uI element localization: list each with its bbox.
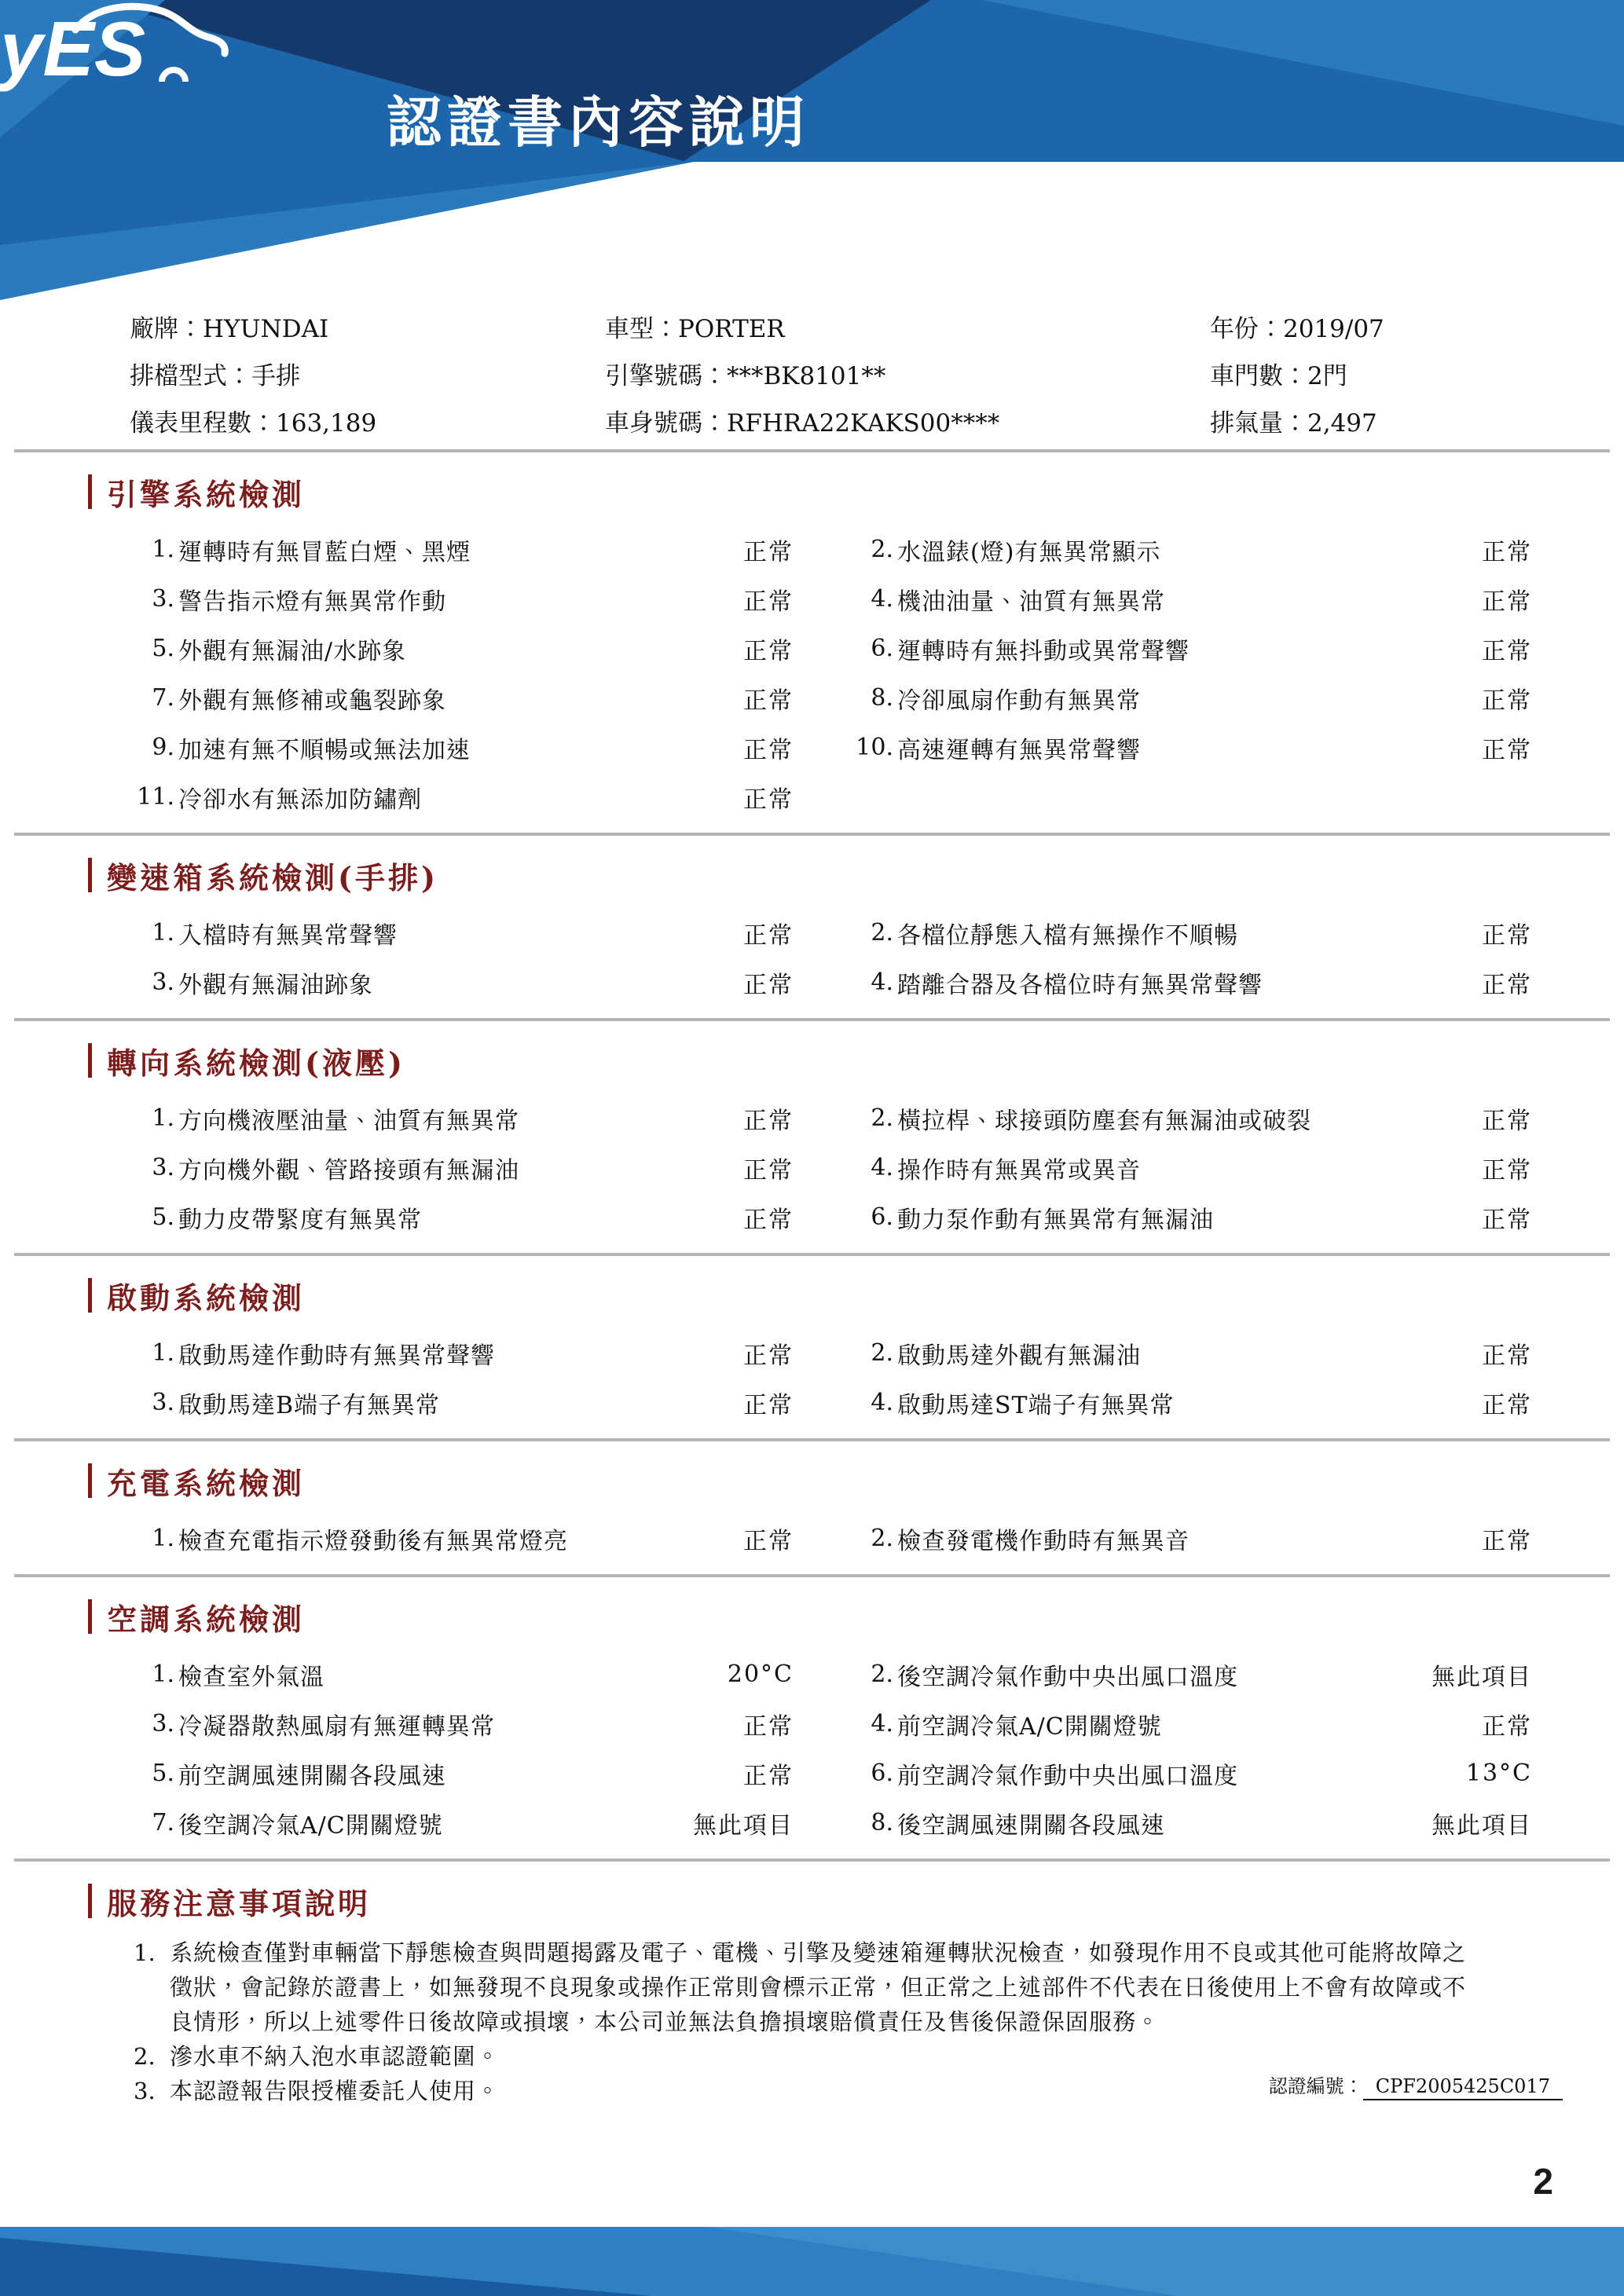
item-result: 正常	[743, 921, 794, 950]
section-title: 充電系統檢測	[107, 1465, 306, 1501]
item-label: 冷卻風扇作動有無異常	[897, 687, 1141, 715]
inspection-item	[852, 525, 1532, 574]
section-header	[88, 1042, 1624, 1079]
vehicle-field-colon: ：	[251, 409, 276, 438]
item-number: 3.	[152, 1710, 174, 1738]
item-label: 外觀有無修補或龜裂跡象	[178, 687, 446, 715]
inspection-item	[852, 908, 1532, 958]
section-divider	[14, 449, 1610, 452]
inspection-item	[134, 1192, 852, 1242]
item-label: 啟動馬達B端子有無異常	[178, 1391, 441, 1419]
item-label: 檢查室外氣溫	[178, 1663, 324, 1691]
vehicle-field-label: 車型	[605, 315, 654, 343]
item-label: 水溫錶(燈)有無異常顯示	[897, 538, 1161, 566]
item-label: 啟動馬達外觀有無漏油	[897, 1342, 1141, 1370]
item-label: 踏離合器及各檔位時有無異常聲響	[897, 971, 1263, 999]
section-divider	[14, 1574, 1610, 1577]
vehicle-info-field	[130, 314, 605, 344]
item-label: 啟動馬達作動時有無異常聲響	[178, 1342, 495, 1370]
item-number: 3.	[152, 1389, 174, 1416]
item-number: 5.	[152, 635, 174, 662]
inspection-item	[852, 673, 1532, 723]
item-number: 3.	[152, 969, 174, 996]
inspection-item	[134, 1378, 852, 1427]
section-title-bar	[88, 858, 92, 892]
vehicle-field-value: 2門	[1307, 362, 1347, 390]
notes-title: 服務注意事項說明	[107, 1885, 372, 1921]
item-label: 橫拉桿、球接頭防塵套有無漏油或破裂	[897, 1107, 1311, 1135]
inspection-item	[852, 1378, 1532, 1427]
item-label: 檢查發電機作動時有無異音	[897, 1527, 1190, 1555]
footer-banner-shapes	[0, 2227, 1624, 2296]
item-number: 5.	[152, 1203, 174, 1231]
inspection-item	[852, 574, 1532, 624]
inspection-item	[852, 1192, 1532, 1242]
item-number: 3.	[152, 585, 174, 613]
item-label: 方向機液壓油量、油質有無異常	[178, 1107, 519, 1135]
vehicle-field-value: ***BK8101**	[727, 362, 886, 390]
item-label: 前空調冷氣A/C開關燈號	[897, 1712, 1162, 1741]
inspection-items	[134, 1093, 1532, 1242]
page-number: 2	[1533, 2161, 1553, 2202]
vehicle-field-value: 2019/07	[1283, 315, 1384, 343]
vehicle-info-field	[130, 361, 605, 391]
inspection-items	[134, 1650, 1532, 1847]
item-result: 20°C	[727, 1661, 794, 1688]
inspection-item	[134, 673, 852, 723]
item-label: 冷卻水有無添加防鏽劑	[178, 785, 422, 814]
item-label: 後空調風速開關各段風速	[897, 1811, 1165, 1840]
item-result: 正常	[743, 637, 794, 665]
item-number: 1.	[152, 1525, 174, 1552]
section-title-bar	[88, 1884, 92, 1918]
vehicle-info-field	[605, 408, 1210, 438]
item-label: 運轉時有無冒藍白煙、黑煙	[178, 538, 471, 566]
inspection-items	[134, 1514, 1532, 1563]
vehicle-field-value: PORTER	[678, 315, 785, 343]
item-number: 2.	[871, 1339, 893, 1367]
item-number: 9.	[152, 734, 174, 761]
item-number: 2.	[871, 1661, 893, 1688]
inspection-item	[852, 1514, 1532, 1563]
certificate-number-row	[1269, 2071, 1563, 2098]
vehicle-info-field	[1210, 361, 1545, 391]
vehicle-field-value: 163,189	[276, 409, 377, 438]
item-result: 正常	[743, 1762, 794, 1790]
vehicle-info-grid	[130, 314, 1545, 438]
section-header	[88, 473, 1624, 511]
inspection-item	[852, 1093, 1532, 1143]
item-result: 無此項目	[693, 1811, 794, 1840]
inspection-section	[0, 1042, 1624, 1256]
inspection-items	[134, 908, 1532, 1007]
section-divider	[14, 1253, 1610, 1256]
item-label: 後空調冷氣A/C開關燈號	[178, 1811, 443, 1840]
inspection-section	[0, 1462, 1624, 1577]
inspection-item	[134, 1699, 852, 1749]
item-result: 正常	[1482, 921, 1532, 950]
vehicle-field-label: 引擎號碼	[605, 362, 702, 390]
section-title-bar	[88, 474, 92, 509]
item-number: 6.	[871, 1203, 893, 1231]
item-result: 正常	[1482, 971, 1532, 999]
item-label: 機油油量、油質有無異常	[897, 588, 1165, 616]
yes-logo-text: yES	[0, 5, 146, 92]
item-result: 13°C	[1465, 1760, 1532, 1787]
item-number: 5.	[152, 1760, 174, 1787]
section-title-bar	[88, 1278, 92, 1313]
item-label: 外觀有無漏油/水跡象	[178, 637, 407, 665]
vehicle-field-label: 排氣量	[1210, 409, 1283, 438]
item-result: 正常	[743, 1206, 794, 1234]
vehicle-field-colon: ：	[178, 315, 203, 343]
vehicle-field-colon: ：	[227, 362, 251, 390]
inspection-item	[134, 525, 852, 574]
inspection-item	[852, 1328, 1532, 1378]
inspection-item	[134, 1798, 852, 1847]
section-header	[88, 856, 1624, 894]
item-result: 正常	[1482, 1107, 1532, 1135]
item-result: 無此項目	[1432, 1663, 1532, 1691]
item-label: 前空調風速開關各段風速	[178, 1762, 446, 1790]
item-result: 正常	[1482, 736, 1532, 764]
item-result: 正常	[743, 1391, 794, 1419]
item-number: 1.	[152, 1661, 174, 1688]
item-number: 2.	[871, 1525, 893, 1552]
item-label: 冷凝器散熱風扇有無運轉異常	[178, 1712, 495, 1741]
section-title: 引擎系統檢測	[107, 476, 306, 512]
section-divider	[14, 1438, 1610, 1441]
item-result: 正常	[743, 588, 794, 616]
item-result: 無此項目	[1432, 1811, 1532, 1840]
item-label: 各檔位靜態入檔有無操作不順暢	[897, 921, 1238, 950]
item-result: 正常	[1482, 538, 1532, 566]
section-title-bar	[88, 1043, 92, 1078]
section-title: 轉向系統檢測(液壓)	[107, 1045, 405, 1081]
item-result: 正常	[743, 1712, 794, 1741]
yes-logo	[0, 0, 245, 93]
item-result: 正常	[743, 538, 794, 566]
inspection-section	[0, 1598, 1624, 1862]
vehicle-field-colon: ：	[702, 362, 727, 390]
item-result: 正常	[1482, 1342, 1532, 1370]
header-banner	[0, 0, 1624, 306]
item-number: 1.	[152, 919, 174, 947]
item-number: 7.	[152, 1809, 174, 1836]
item-label: 警告指示燈有無異常作動	[178, 588, 446, 616]
item-label: 高速運轉有無異常聲響	[897, 736, 1141, 764]
item-result: 正常	[1482, 637, 1532, 665]
vehicle-field-value: RFHRA22KAKS00****	[727, 409, 1000, 438]
inspection-item	[852, 1749, 1532, 1798]
vehicle-info-field	[130, 408, 605, 438]
vehicle-field-value: 手排	[251, 362, 300, 390]
vehicle-info-field	[605, 361, 1210, 391]
vehicle-field-colon: ：	[1283, 409, 1307, 438]
item-result: 正常	[1482, 1527, 1532, 1555]
section-header	[88, 1598, 1624, 1635]
inspection-item	[852, 958, 1532, 1007]
item-result: 正常	[743, 687, 794, 715]
item-result: 正常	[743, 1342, 794, 1370]
item-result: 正常	[743, 736, 794, 764]
item-result: 正常	[743, 1156, 794, 1185]
inspection-section	[0, 473, 1624, 836]
inspection-items	[134, 1328, 1532, 1427]
vehicle-field-colon: ：	[654, 315, 678, 343]
item-label: 前空調冷氣作動中央出風口溫度	[897, 1762, 1238, 1790]
item-number: 2.	[871, 1104, 893, 1132]
item-number: 11.	[137, 783, 174, 811]
vehicle-info-field	[605, 314, 1210, 344]
section-divider	[14, 1018, 1610, 1021]
item-number: 10.	[856, 734, 893, 761]
inspection-item	[134, 1749, 852, 1798]
section-title: 啟動系統檢測	[107, 1280, 306, 1316]
note-text: 系統檢查僅對車輛當下靜態檢查與問題揭露及電子、電機、引擎及變速箱運轉狀況檢查，如發現作用不良或其他可能將故障之徵狀，會記錄於證書上，如無發現不良現象或操作正常則會標示正常，但正常之上述部件不代表在日後使用上不會有故障或不良情形，所以上述零件日後故障或損壞，本公司並無法負擔損壞賠償責任及售後保證保固服務。	[170, 1939, 1467, 2035]
item-number: 1.	[152, 1339, 174, 1367]
inspection-item	[134, 574, 852, 624]
item-result: 正常	[743, 1527, 794, 1555]
note-number: 3.	[134, 2078, 156, 2104]
vehicle-info-field	[1210, 314, 1545, 344]
section-divider	[14, 1858, 1610, 1862]
vehicle-field-label: 廠牌	[130, 315, 178, 343]
item-result: 正常	[743, 971, 794, 999]
certificate-number-label: 認證編號：	[1268, 2075, 1363, 2097]
item-result: 正常	[1482, 1712, 1532, 1741]
service-note	[134, 2039, 1545, 2074]
item-number: 8.	[871, 684, 893, 712]
vehicle-info-field	[1210, 408, 1545, 438]
section-header	[88, 1276, 1624, 1314]
item-number: 1.	[152, 1104, 174, 1132]
inspection-item	[134, 1514, 852, 1563]
inspection-item	[134, 1093, 852, 1143]
note-text: 滲水車不納入泡水車認證範圍。	[170, 2043, 500, 2070]
item-label: 後空調冷氣作動中央出風口溫度	[897, 1663, 1238, 1691]
vehicle-field-label: 儀表里程數	[130, 409, 251, 438]
car-wheel-icon	[162, 70, 185, 82]
item-result: 正常	[743, 785, 794, 814]
item-result: 正常	[1482, 588, 1532, 616]
inspection-item	[134, 723, 852, 772]
footer-banner	[0, 2227, 1624, 2296]
item-label: 方向機外觀、管路接頭有無漏油	[178, 1156, 519, 1185]
item-result: 正常	[743, 1107, 794, 1135]
service-note	[134, 1935, 1545, 2039]
inspection-item	[134, 772, 852, 822]
item-number: 8.	[871, 1809, 893, 1836]
inspection-item	[852, 1798, 1532, 1847]
item-result: 正常	[1482, 1391, 1532, 1419]
notes-header	[88, 1882, 1624, 1920]
item-number: 4.	[871, 1154, 893, 1181]
vehicle-field-colon: ：	[1259, 315, 1283, 343]
vehicle-field-label: 排檔型式	[130, 362, 227, 390]
item-number: 3.	[152, 1154, 174, 1181]
inspection-sections	[0, 473, 1624, 1862]
inspection-item	[134, 908, 852, 958]
inspection-item	[852, 1143, 1532, 1192]
inspection-item	[852, 1650, 1532, 1699]
section-title: 變速箱系統檢測(手排)	[107, 859, 438, 895]
item-label: 動力皮帶緊度有無異常	[178, 1206, 422, 1234]
inspection-item	[852, 624, 1532, 673]
section-title-bar	[88, 1463, 92, 1498]
vehicle-field-label: 年份	[1210, 315, 1259, 343]
item-label: 動力泵作動有無異常有無漏油	[897, 1206, 1214, 1234]
inspection-items	[134, 525, 1532, 822]
item-number: 7.	[152, 684, 174, 712]
vehicle-field-colon: ：	[1283, 362, 1307, 390]
item-result: 正常	[1482, 687, 1532, 715]
item-number: 2.	[871, 536, 893, 563]
note-number: 1.	[134, 1939, 156, 1966]
item-label: 入檔時有無異常聲響	[178, 921, 398, 950]
item-label: 檢查充電指示燈發動後有無異常燈亮	[178, 1527, 568, 1555]
certificate-number: CPF2005425C017	[1363, 2075, 1563, 2100]
page-title: 認證書內容說明	[387, 92, 810, 153]
inspection-item	[134, 1328, 852, 1378]
item-number: 1.	[152, 536, 174, 563]
vehicle-field-value: 2,497	[1307, 409, 1377, 438]
item-label: 外觀有無漏油跡象	[178, 971, 373, 999]
section-title-bar	[88, 1599, 92, 1634]
item-label: 操作時有無異常或異音	[897, 1156, 1141, 1185]
item-number: 4.	[871, 1710, 893, 1738]
vehicle-field-value: HYUNDAI	[203, 315, 329, 343]
item-number: 4.	[871, 969, 893, 996]
vehicle-field-label: 車身號碼	[605, 409, 702, 438]
item-number: 2.	[871, 919, 893, 947]
inspection-section	[0, 856, 1624, 1021]
section-header	[88, 1462, 1624, 1500]
item-number: 4.	[871, 585, 893, 613]
inspection-item	[134, 1650, 852, 1699]
section-title: 空調系統檢測	[107, 1601, 306, 1637]
item-result: 正常	[1482, 1206, 1532, 1234]
inspection-item	[134, 624, 852, 673]
item-number: 6.	[871, 1760, 893, 1787]
inspection-item	[134, 1143, 852, 1192]
inspection-section	[0, 1276, 1624, 1441]
note-number: 2.	[134, 2043, 156, 2070]
item-label: 加速有無不順暢或無法加速	[178, 736, 471, 764]
inspection-item	[134, 958, 852, 1007]
section-divider	[14, 833, 1610, 836]
vehicle-field-label: 車門數	[1210, 362, 1283, 390]
note-text: 本認證報告限授權委託人使用。	[170, 2078, 500, 2104]
item-label: 運轉時有無抖動或異常聲響	[897, 637, 1190, 665]
item-number: 6.	[871, 635, 893, 662]
inspection-item	[852, 1699, 1532, 1749]
item-number: 4.	[871, 1389, 893, 1416]
item-label: 啟動馬達ST端子有無異常	[897, 1391, 1175, 1419]
vehicle-field-colon: ：	[702, 409, 727, 438]
inspection-item	[852, 723, 1532, 772]
item-result: 正常	[1482, 1156, 1532, 1185]
